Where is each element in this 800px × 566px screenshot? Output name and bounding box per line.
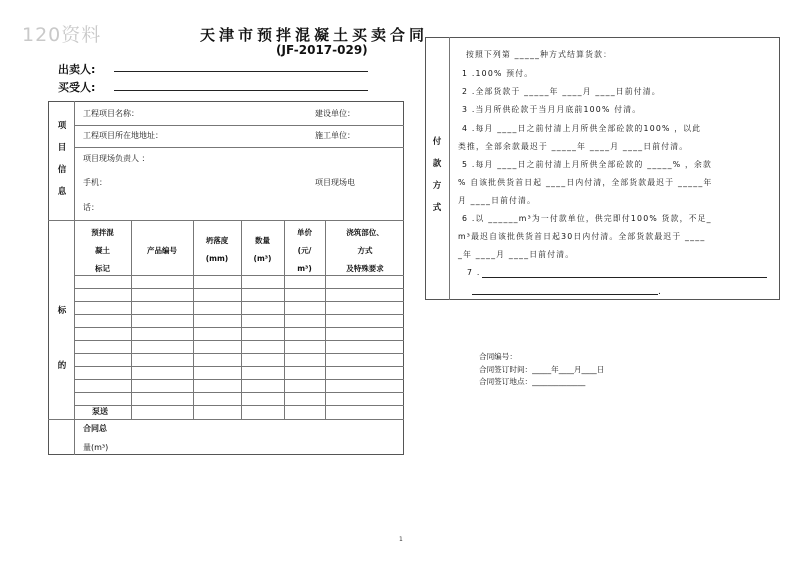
payment-line-10: m³最迟自该批供货首日起30日内付清。全部货款最迟于 ____	[458, 232, 706, 241]
contractor-unit-field[interactable]: 施工单位：	[315, 131, 355, 140]
header-quantity: 数量 (m³)	[253, 236, 272, 263]
payment-option-7-line-2[interactable]	[472, 294, 658, 295]
payment-line-11: _年 ____月 ____日前付清。	[458, 250, 575, 259]
payment-line-0: 按照下列第 _____种方式结算货款：	[466, 50, 613, 59]
payment-line-5: 类推，全部余款最迟于 _____年 ____月 ____日前付清。	[458, 142, 689, 151]
header-slump: 坍落度 (mm)	[205, 236, 229, 263]
project-name-field[interactable]: 工程项目名称：	[83, 109, 139, 118]
subject-label: 标	[57, 306, 67, 316]
payment-line-8: 月 ____日前付清。	[458, 196, 537, 205]
buyer-line[interactable]	[114, 90, 368, 91]
header-mark: 预拌混 凝土 标记	[91, 228, 114, 273]
subject-label-2: 的	[57, 361, 67, 371]
payment-option-7-line[interactable]	[482, 277, 767, 278]
page-number: 1	[399, 536, 403, 543]
payment-line-2: 2 .全部货款于 _____年 ____月 ____日前付清。	[462, 87, 661, 96]
payment-line-1: 1 .100% 预付。	[462, 69, 534, 78]
payment-line-6: 5 .每月 ____日之前付清上月所供全部砼款的 _____% ，余款	[462, 160, 712, 169]
header-pour: 浇筑部位、 方式 及特殊要求	[346, 228, 384, 273]
contract-sign-time[interactable]: 合同签订时间：_____年____月____日	[479, 365, 605, 374]
payment-line-7: % 自该批供货首日起 ____日内付清，全部货款最迟于 _____年	[458, 178, 713, 187]
header-product-no: 产品编号	[147, 246, 177, 255]
payment-label: 付 款 方 式	[432, 137, 442, 213]
seller-line[interactable]	[114, 71, 368, 72]
payment-line-9: 6 .以 ______m³为一付款单位，供完即付100% 货款，不足_	[462, 214, 712, 223]
contract-sign-place[interactable]: 合同签订地点：______________	[479, 377, 586, 386]
total-quantity-label: 合同总	[83, 424, 107, 433]
site-phone-field[interactable]: 项目现场电	[315, 178, 355, 187]
seller-label: 出卖人:	[58, 63, 96, 76]
payment-line-3: 3 .当月所供砼款于当月月底前100% 付清。	[462, 105, 642, 114]
project-info-label: 项 目 信 息	[57, 121, 67, 197]
total-quantity-label-unit: 量(m³)	[83, 443, 109, 452]
site-manager-field[interactable]: 项目现场负责人 ：	[83, 154, 150, 163]
buyer-label: 买受人:	[58, 81, 96, 94]
contract-code: (JF-2017-029)	[276, 43, 368, 57]
contract-number[interactable]: 合同编号：	[479, 352, 517, 361]
page-title: 天津市预拌混凝土买卖合同	[200, 26, 429, 44]
site-phone-field-cont: 话：	[83, 203, 99, 212]
payment-line-12: 7 .	[467, 268, 481, 277]
project-address-field[interactable]: 工程项目所在地地址：	[83, 131, 163, 140]
header-price: 单价 (元/ m³)	[297, 228, 312, 273]
construction-unit-field[interactable]: 建设单位：	[315, 109, 355, 118]
payment-line-4: 4 .每月 ____日之前付清上月所供全部砼款的100% ，以此	[462, 124, 702, 133]
pump-label: 泵送	[92, 407, 108, 416]
watermark: 120资料	[22, 24, 102, 46]
mobile-field[interactable]: 手机：	[83, 178, 107, 187]
